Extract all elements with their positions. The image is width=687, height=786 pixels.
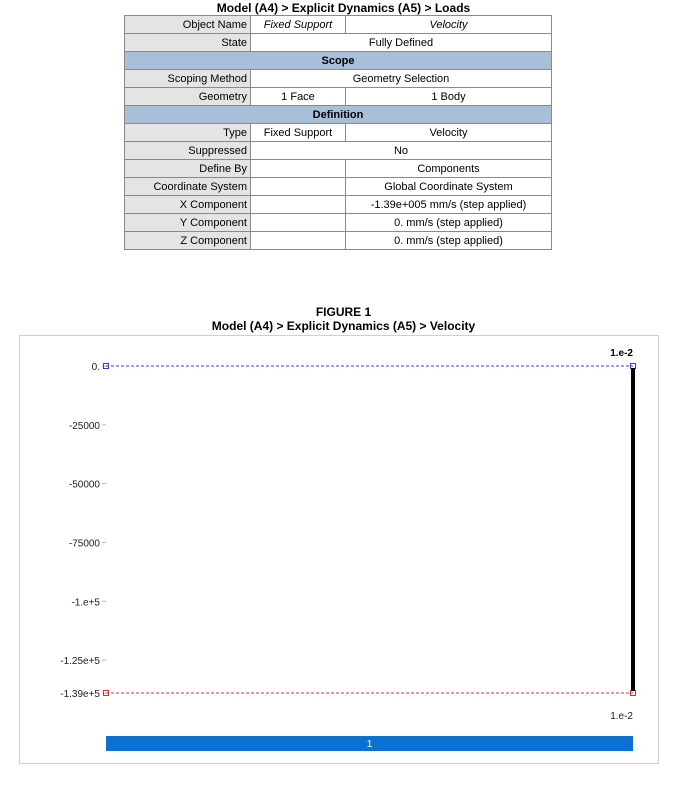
y-tick-label: -75000	[68, 538, 100, 550]
section-header: Scope	[125, 52, 552, 70]
table-title: Model (A4) > Explicit Dynamics (A5) > Loads	[216, 1, 471, 15]
row-value: Global Coordinate System	[346, 178, 552, 196]
row-value	[251, 160, 346, 178]
row-label: Define By	[125, 160, 251, 178]
table-row	[125, 232, 552, 250]
row-label: X Component	[125, 196, 251, 214]
y-tick-label: 0.	[91, 362, 100, 373]
section-row	[125, 106, 552, 124]
section-header: Definition	[125, 106, 552, 124]
row-label: Type	[125, 124, 251, 142]
table-row	[125, 88, 552, 106]
table-row	[125, 70, 552, 88]
row-value: -1.39e+005 mm/s (step applied)	[346, 196, 552, 214]
row-value: 0. mm/s (step applied)	[346, 214, 552, 232]
row-value	[251, 214, 346, 232]
row-value: Geometry Selection	[251, 70, 552, 88]
row-value: 1 Body	[346, 88, 552, 106]
y-tick-label: -1.e+5	[71, 597, 100, 609]
chart-frame	[19, 335, 659, 764]
y-tick-label: -1.25e+5	[60, 656, 100, 668]
row-value: 0. mm/s (step applied)	[346, 232, 552, 250]
row-value: Components	[346, 160, 552, 178]
y-tick-label: -25000	[68, 420, 100, 432]
figure-number: FIGURE 1	[315, 305, 372, 319]
velocity-chart	[20, 336, 658, 763]
row-label: Z Component	[125, 232, 251, 250]
row-value: Fixed Support	[251, 124, 346, 142]
y-tick-label: -1.39e+5	[60, 689, 100, 700]
x-end-label-top: 1.e-2	[610, 348, 633, 359]
row-value: Velocity	[346, 16, 552, 34]
table-row	[125, 34, 552, 52]
row-value: Fixed Support	[251, 16, 346, 34]
row-value: 1 Face	[251, 88, 346, 106]
loads-details-table	[124, 15, 552, 250]
row-label: Suppressed	[125, 142, 251, 160]
table-row	[125, 214, 552, 232]
x-end-label-bottom: 1.e-2	[610, 711, 633, 722]
row-value: Velocity	[346, 124, 552, 142]
row-label: State	[125, 34, 251, 52]
row-value: No	[251, 142, 552, 160]
row-value	[251, 232, 346, 250]
row-value	[251, 196, 346, 214]
section-row	[125, 52, 552, 70]
table-row	[125, 178, 552, 196]
table-row	[125, 160, 552, 178]
row-label: Coordinate System	[125, 178, 251, 196]
row-value: Fully Defined	[251, 34, 552, 52]
row-label: Object Name	[125, 16, 251, 34]
row-value	[251, 178, 346, 196]
row-label: Y Component	[125, 214, 251, 232]
table-row	[125, 124, 552, 142]
table-row	[125, 142, 552, 160]
row-label: Scoping Method	[125, 70, 251, 88]
figure-title: Model (A4) > Explicit Dynamics (A5) > Velocity	[211, 319, 476, 333]
y-tick-label: -50000	[68, 479, 100, 491]
table-row	[125, 16, 552, 34]
table-row	[125, 196, 552, 214]
row-label: Geometry	[125, 88, 251, 106]
timeline-step-label: 1	[366, 739, 373, 750]
